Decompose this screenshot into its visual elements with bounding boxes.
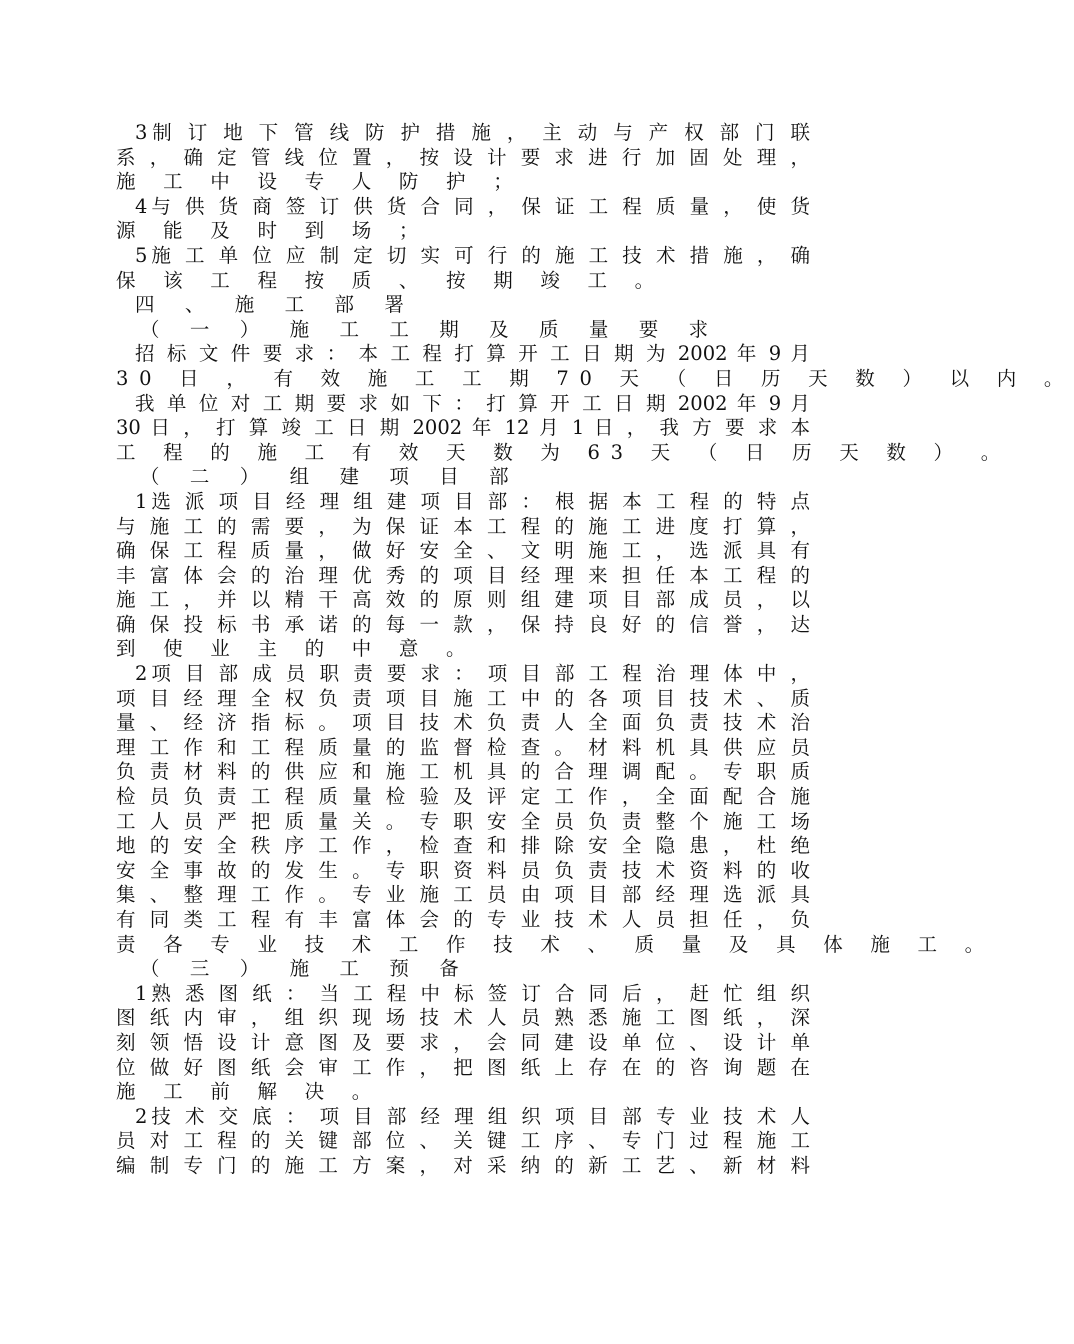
text-line: 5施 工 单 位 应 制 定 切 实 可 行 的 施 工 技 术 措 施 ， 确 [135, 243, 810, 267]
text-line: 编 制 专 门 的 施 工 方 案 ， 对 采 纳 的 新 工 艺 、 新 材 料 [116, 1153, 810, 1177]
text-line: 负 责 材 料 的 供 应 和 施 工 机 具 的 合 理 调 配 。 专 职 质 [116, 760, 810, 784]
text-line: 确 保 投 标 书 承 诺 的 每 一 款 ， 保 持 良 好 的 信 誉 ， 达 [116, 612, 810, 636]
text-line: 理 工 作 和 工 程 质 量 的 监 督 检 查 。 材 料 机 具 供 应 员 [116, 735, 810, 759]
text-line: 刻 领 悟 设 计 意 图 及 要 求 ， 会 同 建 设 单 位 、 设 计 单 [116, 1030, 810, 1054]
text-line: 位 做 好 图 纸 会 审 工 作 ， 把 图 纸 上 存 在 的 咨 询 题 在 [116, 1055, 810, 1079]
text-line: 1熟 悉 图 纸 ： 当 工 程 中 标 签 订 合 同 后 ， 赶 忙 组 织 [135, 981, 810, 1005]
text-line: 与 施 工 的 需 要 ， 为 保 证 本 工 程 的 施 工 进 度 打 算 ， [116, 514, 810, 538]
text-line: 4与 供 货 商 签 订 供 货 合 同 ， 保 证 工 程 质 量 ， 使 货 [135, 194, 810, 218]
text-line: 3制 订 地 下 管 线 防 护 措 施 ， 主 动 与 产 权 部 门 联 [135, 121, 810, 144]
text-line: 1选 派 项 目 经 理 组 建 项 目 部 ： 根 据 本 工 程 的 特 点 [135, 489, 810, 513]
text-line: 丰 富 体 会 的 治 理 优 秀 的 项 目 经 理 来 担 任 本 工 程 的 [116, 563, 810, 587]
document-page [116, 121, 1074, 1179]
text-line: 确 保 工 程 质 量 ， 做 好 安 全 、 文 明 施 工 ， 选 派 具 有 [116, 539, 810, 563]
text-line: 招 标 文 件 要 求 ： 本 工 程 打 算 开 工 日 期 为 2002 年 9 月 [135, 342, 810, 366]
text-line: 工 人 员 严 把 质 量 关 。 专 职 安 全 员 负 责 整 个 施 工 场 [116, 809, 810, 833]
text-line: 我 单 位 对 工 期 要 求 如 下 ： 打 算 开 工 日 期 2002 年 9 月 [135, 391, 810, 415]
text-line: 安 全 事 故 的 发 生 。 专 职 资 料 员 负 责 技 术 资 料 的 收 [116, 858, 810, 882]
text-line: 施 工 ， 并 以 精 干 高 效 的 原 则 组 建 项 目 部 成 员 ， 以 [116, 588, 810, 612]
text-line: 工 程 的 施 工 有 效 天 数 为 63 天 （ 日 历 天 数 ） 。 [116, 440, 1011, 464]
text-line: 2项 目 部 成 员 职 责 要 求 ： 项 目 部 工 程 治 理 体 中 ， [135, 662, 810, 686]
text-line: 源 能 及 时 到 场 ； [116, 219, 430, 243]
section-heading: 四 、 施 工 部 署 [135, 293, 416, 317]
subsection-heading: （ 一 ） 施 工 工 期 及 质 量 要 求 [140, 317, 721, 341]
text-line: 项 目 经 理 全 权 负 责 项 目 施 工 中 的 各 项 目 技 术 、 质 [116, 686, 810, 710]
subsection-heading: （ 二 ） 组 建 项 目 部 [140, 465, 521, 489]
text-line: 量 、 经 济 指 标 。 项 目 技 术 负 责 人 全 面 负 责 技 术 治 [116, 711, 810, 735]
text-line: 施 工 前 解 决 。 [116, 1080, 382, 1104]
text-line: 保 该 工 程 按 质 、 按 期 竣 工 。 [116, 268, 665, 292]
text-line: 系 ， 确 定 管 线 位 置 ， 按 设 计 要 求 进 行 加 固 处 理 ， [116, 145, 810, 169]
text-line: 员 对 工 程 的 关 键 部 位 、 关 键 工 序 、 专 门 过 程 施 工 [116, 1129, 810, 1153]
subsection-heading: （ 三 ） 施 工 预 备 [140, 957, 471, 981]
text-line: 2技 术 交 底 ： 项 目 部 经 理 组 织 项 目 部 专 业 技 术 人 [135, 1104, 810, 1128]
text-line: 施 工 中 设 专 人 防 护 ； [116, 170, 524, 194]
text-line: 地 的 安 全 秩 序 工 作 ， 检 查 和 排 除 安 全 隐 患 ， 杜 绝 [116, 834, 810, 858]
text-line: 到 使 业 主 的 中 意 。 [116, 637, 477, 661]
text-line: 检 员 负 责 工 程 质 量 检 验 及 评 定 工 作 ， 全 面 配 合 施 [116, 785, 810, 809]
text-line: 30 日 ， 有 效 施 工 工 期 70 天 （ 日 历 天 数 ） 以 内 。 [116, 366, 1074, 390]
text-line: 有 同 类 工 程 有 丰 富 体 会 的 专 业 技 术 人 员 担 任 ， 负 [116, 908, 810, 931]
text-line: 集 、 整 理 工 作 。 专 业 施 工 员 由 项 目 部 经 理 选 派 具 [116, 883, 810, 907]
text-line: 30 日 ， 打 算 竣 工 日 期 2002 年 12 月 1 日 ， 我 方 要 求 本 [116, 416, 810, 440]
text-line: 责 各 专 业 技 术 工 作 技 术 、 质 量 及 具 体 施 工 。 [116, 932, 995, 956]
text-line: 图 纸 内 审 ， 组 织 现 场 技 术 人 员 熟 悉 施 工 图 纸 ， 深 [116, 1006, 810, 1030]
